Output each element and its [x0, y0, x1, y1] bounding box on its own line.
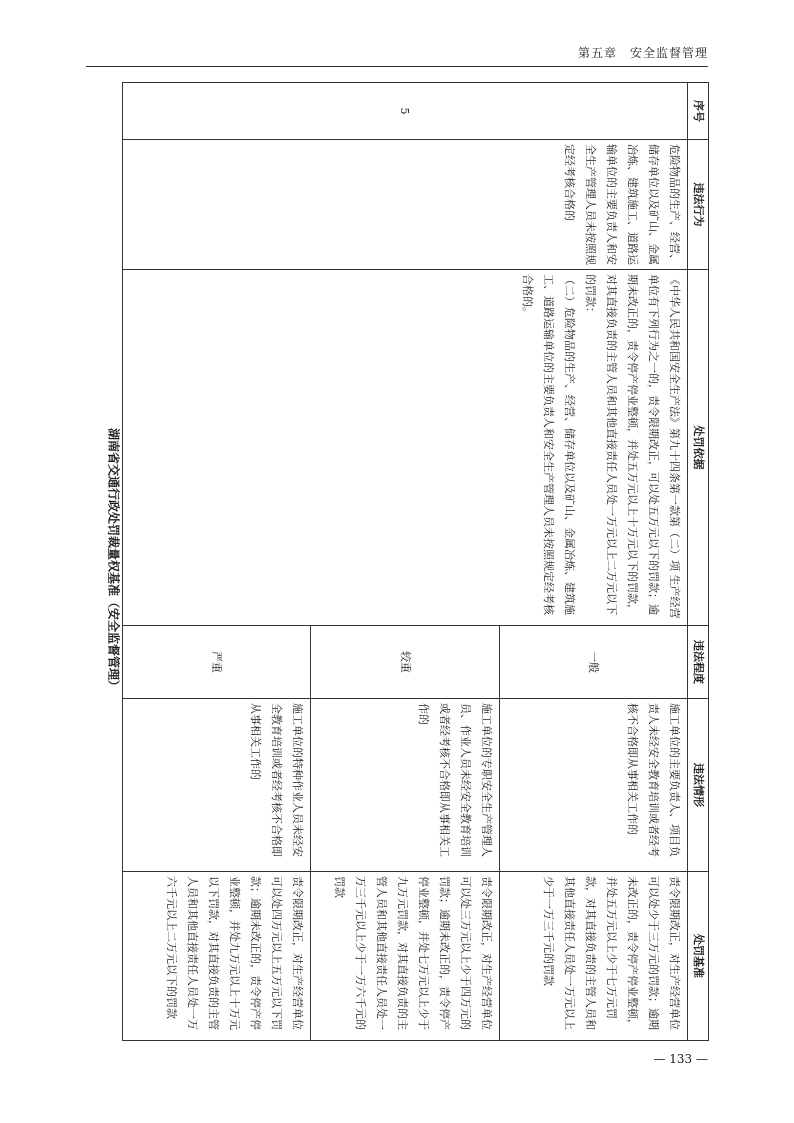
degree-cell-2: 较重 [311, 626, 499, 699]
col-circumstance: 违法情形 [688, 699, 709, 872]
degree-cell-1: 一般 [499, 626, 687, 699]
circumstance-cell-2: 施工单位的专职安全生产管理人员、作业人员未经安全教育培训或者经考核不合格即从事相关工作的 [311, 699, 499, 872]
header-rule [86, 66, 708, 67]
standard-cell-1: 责令限期改正，对生产经营单位可以处少于三万元的罚款；逾期未改正的，责令停产停业整顿，并处五万元以上少于七万元罚款，对其直接负责的主管人员和其他直接责任人员处一万元以上少于一万三千元的罚款 [499, 872, 687, 1041]
basis-cell: 《中华人民共和国安全生产法》第九十四条第一款第（二）项 生产经营单位有下列行为之一的，责令限期改正，可以处五万元以下的罚款；逾期未改正的，责令停产停业整顿，并处五万元以上十万元以下的罚款，对其直接负责的主管人员和其他直接责任人员处一万元以上二万元以下的罚款： （二）危险物品的生产、经营、储存单位以及矿山、金属冶炼、建筑施工、道路运输单位的主要负责人和安全生产管理人员未按照规定经考核合格的。 [123, 270, 688, 626]
table-row [499, 83, 687, 1041]
col-seq: 序号 [688, 83, 709, 140]
table-header-row [688, 83, 709, 1041]
degree-cell-3: 严重 [123, 626, 311, 699]
rotated-table-inner [122, 82, 709, 1040]
page-number: — 133 — [653, 1052, 708, 1066]
col-standard: 处罚基准 [688, 872, 709, 1041]
behavior-cell: 危险物品的生产、经营、储存单位以及矿山、金属冶炼、建筑施工、道路运输单位的主要负责人和安全生产管理人员未按照规定经考核合格的 [123, 140, 688, 270]
col-basis: 处罚依据 [688, 270, 709, 626]
col-behavior: 违法行为 [688, 140, 709, 270]
penalty-table [122, 82, 709, 1041]
standard-cell-2: 责令限期改正，对生产经营单位可以处三万元以上少于四万元的罚款；逾期未改正的，责令停产停业整顿，并处七万元以上少于九万元罚款，对其直接负责的主管人员和其他直接责任人员处一万三千元以上少于一万六千元的罚款 [311, 872, 499, 1041]
table-caption: 湖南省交通行政处罚裁量权基准（安全监督管理） [106, 427, 121, 693]
circumstance-cell-3: 施工单位的特种作业人员未经安全教育培训或者经考核不合格即从事相关工作的 [123, 699, 311, 872]
standard-cell-3: 责令限期改正，对生产经营单位可以处四万元以上五万元以下罚款；逾期未改正的，责令停产停业整顿，并处九万元以上十万元以下罚款，对其直接负责的主管人员和其他直接责任人员处一万六千元以上二万元以下的罚款 [123, 872, 311, 1041]
table-caption-wrap [106, 427, 121, 693]
col-degree: 违法程度 [688, 626, 709, 699]
running-header: 第五章 安全监督管理 [577, 46, 708, 60]
circumstance-cell-1: 施工单位的主要负责人、项目负责人未经安全教育培训或者经考核不合格即从事相关工作的 [499, 699, 687, 872]
seq-cell: 5 [123, 83, 688, 140]
rotated-table-frame [122, 82, 709, 1040]
